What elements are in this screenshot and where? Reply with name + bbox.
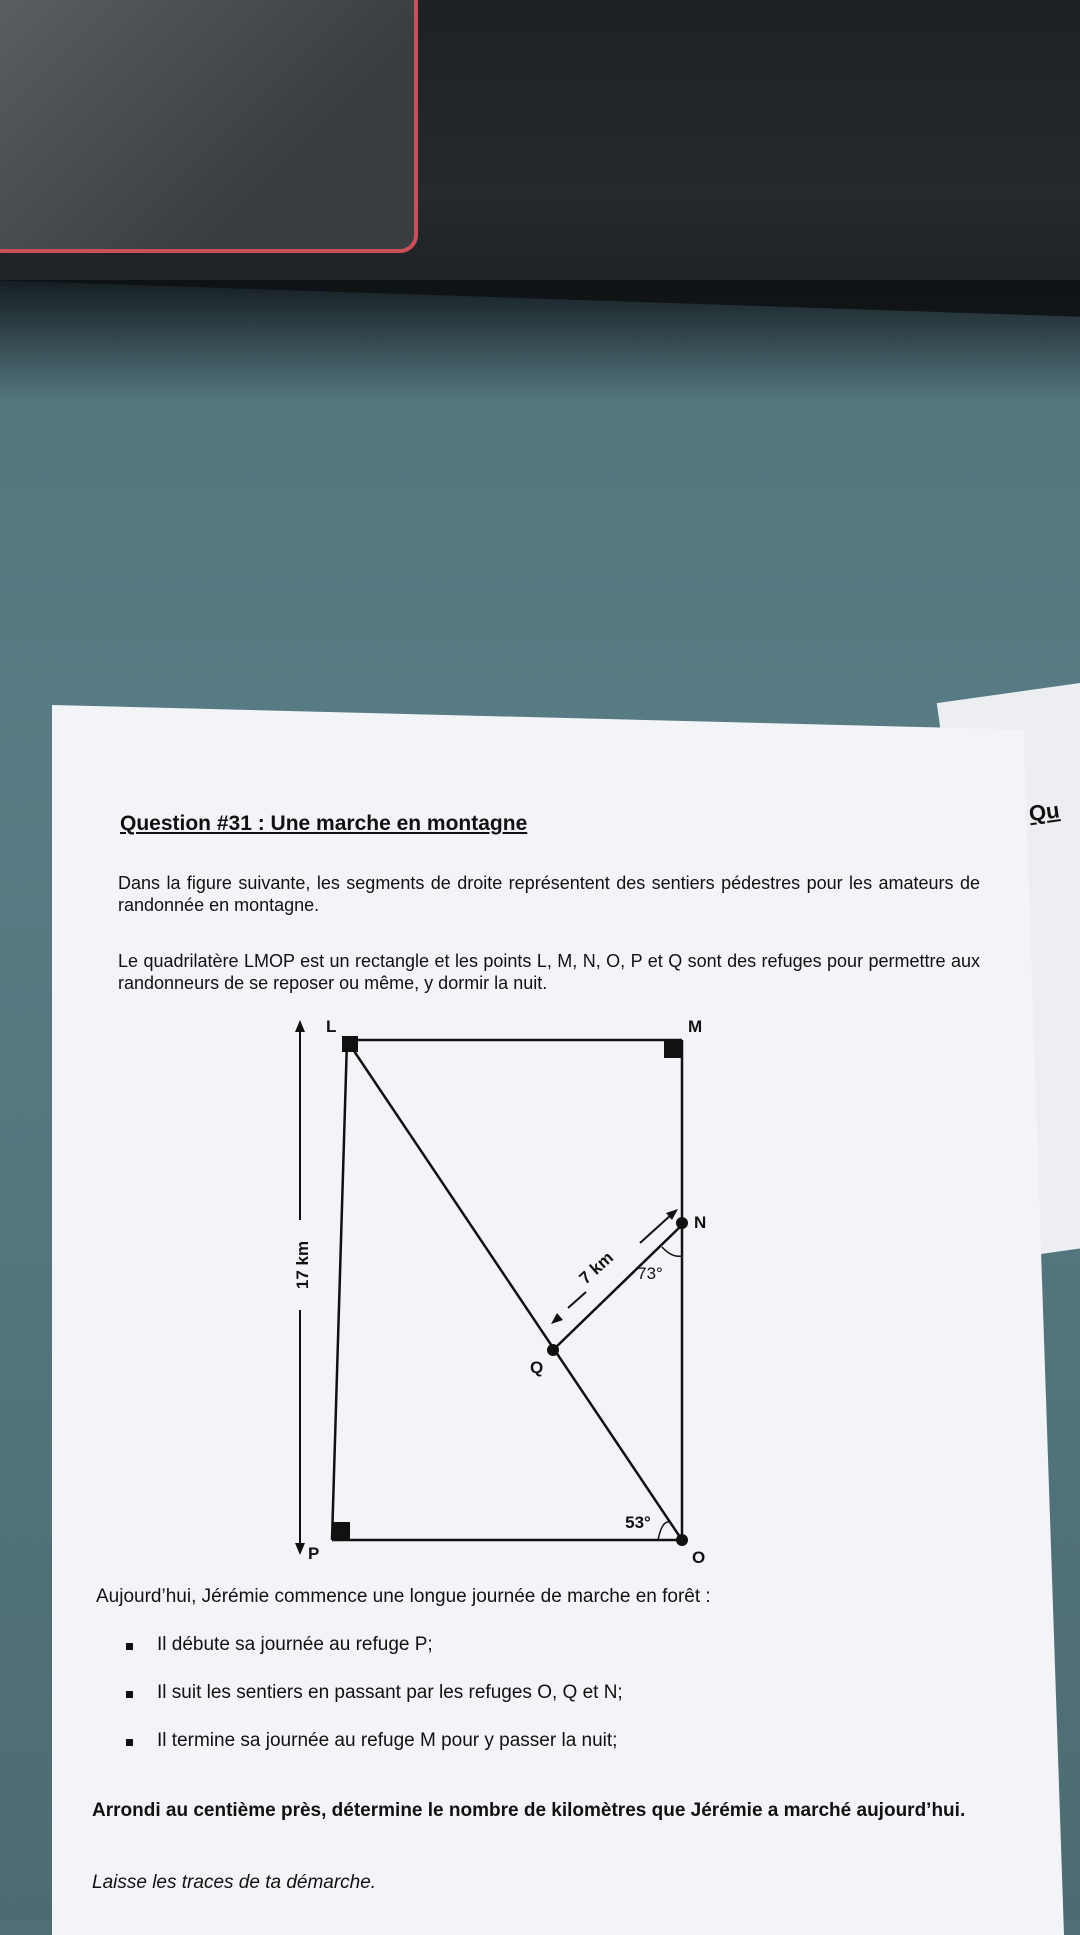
rectangle-lmop — [332, 1040, 682, 1540]
label-P: P — [308, 1544, 320, 1563]
side-length-label: 17 km — [293, 1240, 312, 1290]
label-M: M — [688, 1017, 703, 1036]
point-Q — [547, 1344, 559, 1356]
bullet-item-3: Il termine sa journée au refuge M pour y passer la nuit; — [157, 1730, 618, 1751]
shadow-band — [0, 280, 1080, 400]
back-sheet-peek-text: Qu — [1027, 797, 1062, 827]
laptop-screen-corner — [0, 0, 418, 253]
lead-sentence: Aujourd’hui, Jérémie commence une longue journée de marche en forêt : — [96, 1586, 711, 1607]
label-N: N — [694, 1213, 707, 1232]
bullet-marker — [126, 1643, 133, 1650]
right-angle-marker-M — [664, 1041, 681, 1058]
right-angle-marker-L — [342, 1036, 358, 1052]
label-L: L — [326, 1017, 337, 1036]
point-N — [676, 1217, 688, 1229]
label-O: O — [692, 1548, 706, 1567]
label-Q: Q — [530, 1358, 544, 1377]
instructions-footer: Laisse les traces de ta démarche. — [92, 1872, 377, 1893]
bullet-marker — [126, 1691, 133, 1698]
right-angle-marker-P — [333, 1522, 350, 1539]
angle-arc-O — [658, 1522, 670, 1540]
bullet-item-2: Il suit les sentiers en passant par les refuges O, Q et N; — [157, 1682, 623, 1703]
angle-label-N: 73° — [637, 1264, 663, 1283]
intro-paragraph-1: Dans la figure suivante, les segments de droite représentent des sentiers pédestres pour les amateurs de randonnée en montagne. — [118, 873, 980, 915]
segment-length-label: 7 km — [575, 1247, 618, 1288]
point-O — [676, 1534, 688, 1546]
diagonal-lo — [350, 1045, 682, 1540]
angle-arc-N — [662, 1247, 682, 1256]
geometry-figure — [270, 1010, 730, 1570]
angle-label-O: 53° — [625, 1513, 651, 1532]
segment-nq — [553, 1225, 682, 1350]
bullet-item-1: Il débute sa journée au refuge P; — [157, 1634, 433, 1655]
intro-paragraph-2: Le quadrilatère LMOP est un rectangle et les points L, M, N, O, P et Q sont des refuges pour permettre aux randonneurs de se reposer ou même, y dormir la nuit. — [118, 951, 980, 993]
question-prompt: Arrondi au centième près, détermine le nombre de kilomètres que Jérémie a marché aujourd’hui. — [92, 1800, 966, 1821]
bullet-marker — [126, 1739, 133, 1746]
question-title: Question #31 : Une marche en montagne — [120, 812, 528, 835]
